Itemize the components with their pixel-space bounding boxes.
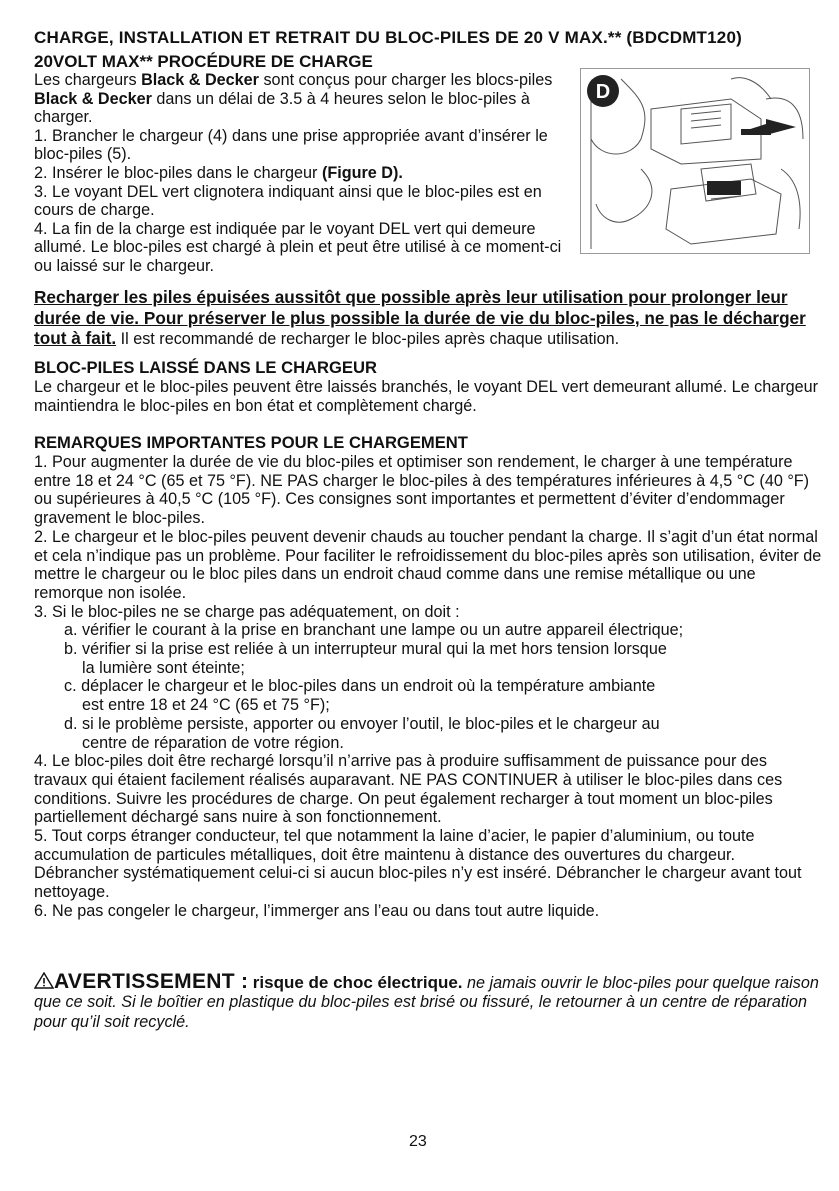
note-3: 3. Si le bloc-piles ne se charge pas adéquatement, on doit :: [34, 602, 460, 621]
note-3b-cont: la lumière sont éteinte;: [82, 658, 245, 677]
recharge-advice: [34, 288, 824, 350]
intro-text-a: Les chargeurs: [34, 71, 142, 89]
warning-block: [34, 972, 824, 1032]
recharge-advice-text: Il est recommandé de recharger le bloc-piles après chaque utilisation.: [116, 330, 620, 348]
warning-text: ne jamais ouvrir le bloc-piles pour quelque raison que ce soit. Si le boîtier en plastique du bloc-piles est brisé ou fissuré, le retourner à un centre de réparation pour qu’il soit recyclé.: [34, 974, 819, 1031]
intro-text-c: dans un délai de 3.5 à 4 heures selon le bloc-piles à charger.: [34, 89, 530, 127]
note-3a: a. vérifier le courant à la prise en branchant une lampe ou un autre appareil électrique;: [64, 621, 684, 640]
step-2: [34, 164, 579, 183]
warning-triangle-icon: [34, 974, 54, 992]
warning-risk: risque de choc électrique.: [252, 973, 463, 992]
note-1: 1. Pour augmenter la durée de vie du bloc-piles et optimiser son rendement, le charger à une température entre 18 et 24 °C (65 et 75 °F). NE PAS charger le bloc-piles à des températures inférieures à 4,5 °C (40 °F) ou supérieures à 40,5 °C (105 °F). Ces consignes sont importantes et permettent d’éviter d’endommager gravement le bloc-piles.: [34, 453, 810, 528]
note-3d: d. si le problème persiste, apporter ou envoyer l’outil, le bloc-piles et le chargeur au: [64, 714, 660, 733]
recharge-advice-underlined: Recharger les piles épuisées aussitôt que possible après leur utilisation pour prolonger leur durée de vie. Pour préserver le plus possible la durée de vie du bloc-piles, ne pas le décharger tout à fait.: [34, 287, 806, 348]
section-heading: BLOC-PILES LAISSÉ DANS LE CHARGEUR: [34, 358, 377, 377]
note-6: 6. Ne pas congeler le chargeur, l’immerger ans l’eau ou dans tout autre liquide.: [34, 901, 600, 920]
step-3: 3. Le voyant DEL vert clignotera indiquant ainsi que le bloc-piles est en cours de charge.: [34, 182, 542, 220]
step-4: 4. La fin de la charge est indiquée par le voyant DEL vert qui demeure allumé. Le bloc-piles est chargé à plein et peut être utilisé à ce moment-ci ou laissé sur le chargeur.: [34, 219, 562, 275]
intro-text-b: sont conçus pour charger les blocs-piles: [258, 71, 553, 89]
note-3d-cont: centre de réparation de votre région.: [82, 733, 344, 752]
figure-reference: (Figure D).: [321, 163, 403, 182]
figure-label: D: [595, 81, 611, 103]
intro-paragraph: [34, 71, 579, 127]
note-3b: b. vérifier si la prise est reliée à un interrupteur mural qui la met hors tension lorsque: [64, 640, 667, 659]
section-subtitle: 20VOLT MAX** PROCÉDURE DE CHARGE: [34, 52, 373, 71]
step-1: 1. Brancher le chargeur (4) dans une prise appropriée avant d’insérer le bloc-piles (5).: [34, 126, 548, 164]
note-3c-cont: est entre 18 et 24 °C (65 et 75 °F);: [82, 696, 330, 715]
figure-d: [580, 68, 810, 254]
left-in-charger-section: [34, 358, 824, 415]
section-heading: REMARQUES IMPORTANTES POUR LE CHARGEMENT: [34, 433, 468, 452]
section-text: Le chargeur et le bloc-piles peuvent être laissés branchés, le voyant DEL vert demeurant allumé. Le chargeur maintiendra le bloc-piles en bon état et complètement chargé.: [34, 378, 819, 415]
warning-label: AVERTISSEMENT :: [54, 970, 249, 993]
page-title: CHARGE, INSTALLATION ET RETRAIT DU BLOC-PILES DE 20 V MAX.** (BDCDMT120): [34, 28, 742, 47]
note-5: 5. Tout corps étranger conducteur, tel que notamment la laine d’acier, le papier d’aluminium, ou toute accumulation de particules métalliques, doit être maintenu à distance des ouvertures du chargeur. Débrancher systématiquement celui-ci si aucun bloc-piles n’y est inséré. Débrancher le chargeur avant tout nettoyage.: [34, 827, 802, 902]
note-2: 2. Le chargeur et le bloc-piles peuvent devenir chauds au toucher pendant la charge. Il s’agit d’un état normal et cela n’indique pas un problème. Pour faciliter le refroidissement du bloc-piles après son utilisation, éviter de mettre le chargeur ou le bloc piles dans un endroit chaud comme dans une remise métallique ou une remorque non isolée.: [34, 527, 822, 602]
note-4: 4. Le bloc-piles doit être rechargé lorsqu’il n’arrive pas à produire suffisamment de puissance pour des travaux qui étaient facilement réalisés auparavant. NE PAS CONTINUER à utiliser le bloc-piles dans ces conditions. Suivre les procédures de charge. On peut également recharger à tout moment un bloc-piles partiellement déchargé sans nuire à son fonctionnement.: [34, 752, 783, 827]
important-notes-section: [34, 433, 824, 921]
brand-name: Black & Decker: [141, 71, 259, 89]
note-3c: c. déplacer le chargeur et le bloc-piles dans un endroit où la température ambiante: [64, 677, 656, 696]
charger-figure-illustration: [581, 69, 809, 253]
brand-name: Black & Decker: [34, 89, 152, 108]
page-number: 23: [409, 1133, 427, 1150]
step-2-text: 2. Insérer le bloc-piles dans le chargeur: [34, 163, 322, 182]
charging-procedure-text: [34, 71, 579, 276]
